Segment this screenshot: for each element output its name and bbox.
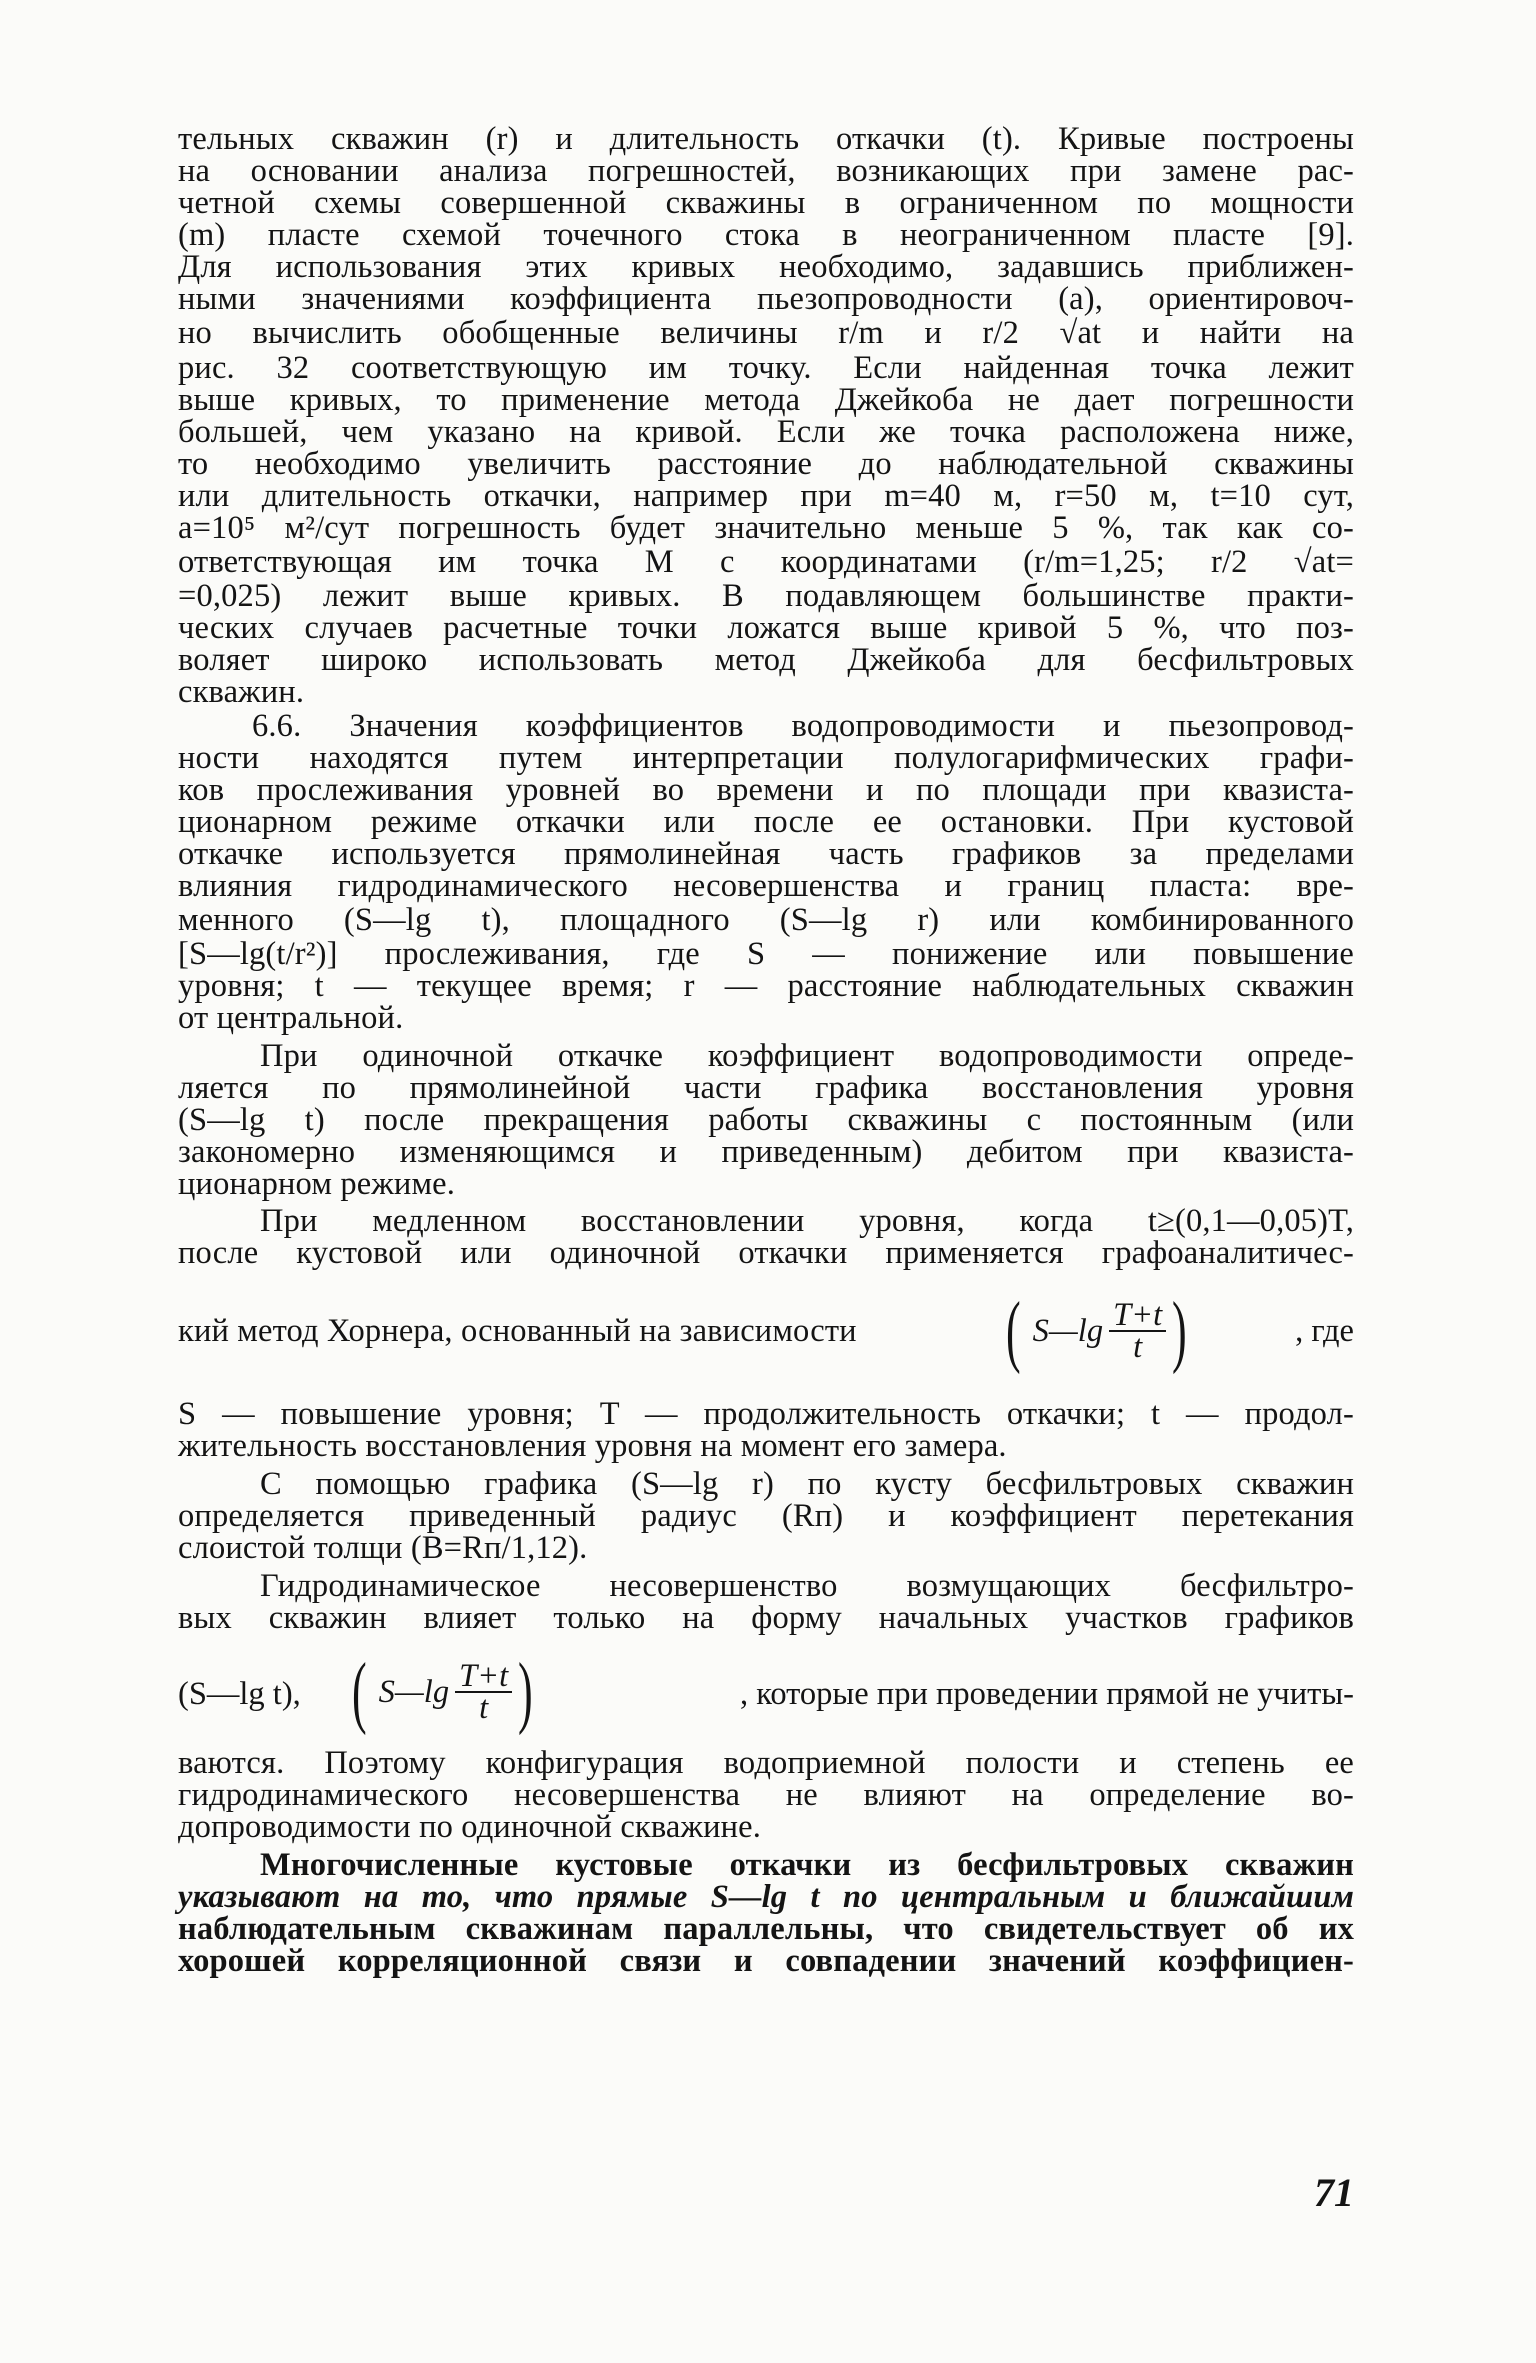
text-line: вых скважин влияет только на форму начальных участков графиков: [178, 1600, 1354, 1636]
page-number: 71: [1314, 2170, 1354, 2215]
text-line: ционарном режиме откачки или после ее остановки. При кустовой: [178, 804, 1354, 840]
text-line: гидродинамического несовершенства не влияют на определение во-: [178, 1777, 1354, 1813]
formula-fraction: [1109, 1297, 1166, 1365]
text-line: a=10⁵ м²/сут погрешность будет значительно меньше 5 %, так как со-: [178, 510, 1354, 546]
text-line: При одиночной откачке коэффициент водопроводимости опреде-: [260, 1038, 1354, 1074]
text-line: рис. 32 соответствующую им точку. Если найденная точка лежит: [178, 350, 1354, 386]
text-line: слоистой толщи (B=Rп/1,12).: [178, 1530, 588, 1566]
formula-fraction: [455, 1658, 512, 1726]
formula-paren-right: ): [1172, 1287, 1187, 1375]
text-line: уровня; t — текущее время; r — расстояние наблюдательных скважин: [178, 968, 1354, 1004]
text-line: от центральной.: [178, 1000, 404, 1036]
text-line: =0,025) лежит выше кривых. В подавляющем большинстве практи-: [178, 578, 1354, 614]
text-fragment: , которые при проведении прямой не учиты-: [739, 1676, 1354, 1712]
text-line: указывают на то, что прямые S—lg t по центральным и ближайшим: [178, 1879, 1354, 1915]
text-line: но вычислить обобщенные величины r/m и r/2 √at и найти на: [178, 315, 1354, 351]
formula-numerator: T+t: [1109, 1300, 1166, 1332]
text-line: после кустовой или одиночной откачки применяется графоаналитичес-: [178, 1235, 1354, 1271]
text-line: наблюдательным скважинам параллельны, что свидетельствует об их: [178, 1911, 1354, 1947]
text-line: ваются. Поэтому конфигурация водоприемной полости и степень ее: [178, 1745, 1354, 1781]
text-line: ческих случаев расчетные точки ложатся выше кривой 5 %, что поз-: [178, 610, 1354, 646]
text-line: S — повышение уровня; T — продолжительность откачки; t — продол-: [178, 1396, 1354, 1432]
text-line: ности находятся путем интерпретации полулогарифмических графи-: [178, 740, 1354, 776]
text-fragment: , где: [1295, 1313, 1354, 1349]
text-line: ляется по прямолинейной части графика восстановления уровня: [178, 1070, 1354, 1106]
horner-formula-inline: [346, 1642, 539, 1742]
formula-paren-left: (: [351, 1648, 367, 1736]
text-line: Для использования этих кривых необходимо, задавшись приближен-: [178, 249, 1354, 285]
text-line: на основании анализа погрешностей, возникающих при замене рас-: [178, 153, 1354, 189]
text-line: ционарном режиме.: [178, 1166, 456, 1202]
text-line: четной схемы совершенной скважины в ограниченном по мощности: [178, 185, 1354, 221]
text-line: (m) пласте схемой точечного стока в неограниченном пласте [9].: [178, 217, 1354, 253]
formula-paren-left: (: [1005, 1287, 1021, 1375]
text-line: При медленном восстановлении уровня, когда t≥(0,1—0,05)T,: [260, 1203, 1354, 1239]
text-line: ответствующая им точка M с координатами (r/m=1,25; r/2 √at=: [178, 544, 1354, 580]
text-line: (S—lg t) после прекращения работы скважины с постоянным (или: [178, 1102, 1354, 1138]
text-line: или длительность откачки, например при m=40 м, r=50 м, t=10 сут,: [178, 478, 1354, 514]
text-line: хорошей корреляционной связи и совпадении значений коэффициен-: [178, 1943, 1354, 1979]
formula-denominator: t: [1133, 1329, 1143, 1365]
text-line: откачке используется прямолинейная часть графиков за пределами: [178, 836, 1354, 872]
horner-formula: [1000, 1275, 1193, 1387]
text-line: Многочисленные кустовые откачки из бесфильтровых скважин: [260, 1847, 1354, 1883]
formula-paren-right: ): [518, 1648, 533, 1736]
text-line: менного (S—lg t), площадного (S—lg r) или комбинированного: [178, 902, 1354, 938]
text-line: тельных скважин (r) и длительность откачки (t). Кривые построены: [178, 121, 1354, 157]
text-line: воляет широко использовать метод Джейкоба для бесфильтровых: [178, 642, 1354, 678]
text-line: определяется приведенный радиус (Rп) и коэффициент перетекания: [178, 1498, 1354, 1534]
formula-left: S—lg: [1032, 1312, 1104, 1349]
text-line: закономерно изменяющимся и приведенным) дебитом при квазиста-: [178, 1134, 1354, 1170]
text-line: [S—lg(t/r²)] прослеживания, где S — понижение или повышение: [178, 936, 1354, 972]
text-line: ков прослеживания уровней во времени и по площади при квазиста-: [178, 772, 1354, 808]
formula-left: S—lg: [378, 1673, 450, 1710]
text-line: С помощью графика (S—lg r) по кусту бесфильтровых скважин: [260, 1466, 1354, 1502]
text-line: Гидродинамическое несовершенство возмущающих бесфильтро-: [260, 1568, 1354, 1604]
text-line: выше кривых, то применение метода Джейкоба не дает погрешности: [178, 382, 1354, 418]
formula-denominator: t: [479, 1690, 489, 1726]
section-heading-line: 6.6. Значения коэффициентов водопроводимости и пьезопровод-: [252, 708, 1354, 744]
text-line: то необходимо увеличить расстояние до наблюдательной скважины: [178, 446, 1354, 482]
text-line: скважин.: [178, 674, 305, 710]
formula-line: [178, 1642, 1354, 1742]
text-line: влияния гидродинамического несовершенства и границ пласта: вре-: [178, 868, 1354, 904]
text-line: большей, чем указано на кривой. Если же точка расположена ниже,: [178, 414, 1354, 450]
text-line: жительность восстановления уровня на момент его замера.: [178, 1428, 1007, 1464]
text-line: ными значениями коэффициента пьезопроводности (a), ориентировоч-: [178, 281, 1354, 317]
text-line: кий метод Хорнера, основанный на зависимости: [178, 1313, 857, 1349]
text-fragment: (S—lg t),: [178, 1676, 301, 1712]
formula-numerator: T+t: [455, 1661, 512, 1693]
text-line: допроводимости по одиночной скважине.: [178, 1809, 762, 1845]
